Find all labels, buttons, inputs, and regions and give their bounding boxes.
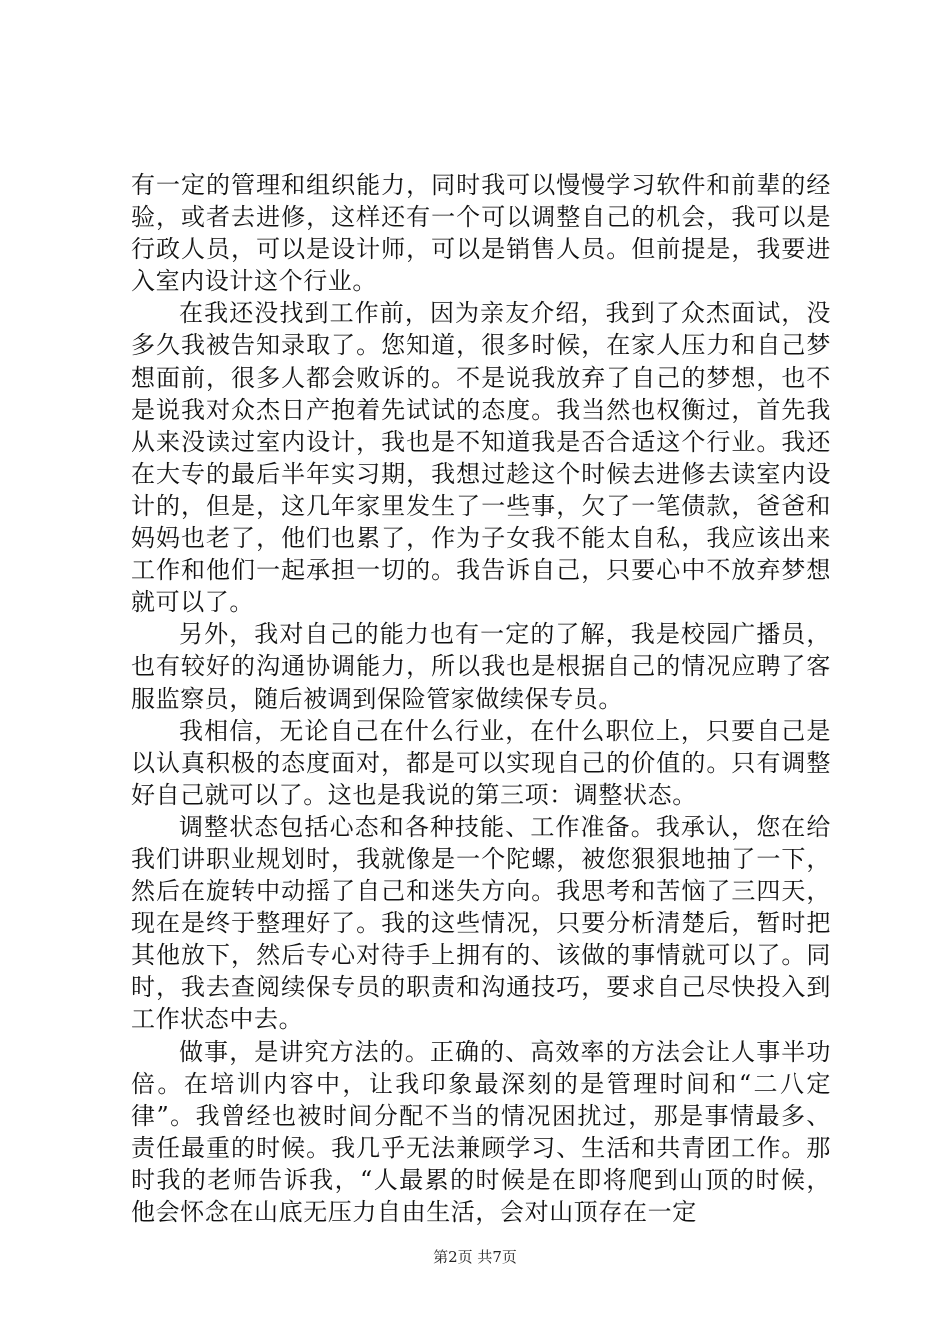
paragraph: 有一定的管理和组织能力，同时我可以慢慢学习软件和前辈的经验，或者去进修，这样还有一个可以调整自己的机会，我可以是行政人员，可以是设计师，可以是销售人员。但前提是，我要进入室内设计这个行业。 <box>131 171 831 296</box>
document-body <box>131 169 831 1228</box>
paragraph: 我相信，无论自己在什么行业，在什么职位上，只要自己是以认真积极的态度面对，都是可以实现自己的价值的。只有调整好自己就可以了。这也是我说的第三项：调整状态。 <box>131 716 831 809</box>
paragraph: 另外，我对自己的能力也有一定的了解，我是校园广播员，也有较好的沟通协调能力，所以我也是根据自己的情况应聘了客服监察员，随后被调到保险管家做续保专员。 <box>131 620 831 713</box>
paragraph: 在我还没找到工作前，因为亲友介绍，我到了众杰面试，没多久我被告知录取了。您知道，很多时候，在家人压力和自己梦想面前，很多人都会败诉的。不是说我放弃了自己的梦想，也不是说我对众杰日产抱着先试试的态度。我当然也权衡过，首先我从来没读过室内设计，我也是不知道我是否合适这个行业。我还在大专的最后半年实习期，我想过趁这个时候去进修去读室内设计的，但是，这几年家里发生了一些事，欠了一笔债款，爸爸和妈妈也老了，他们也累了，作为子女我不能太自私，我应该出来工作和他们一起承担一切的。我告诉自己，只要心中不放弃梦想就可以了。 <box>131 299 831 617</box>
page-number-footer: 第2页 共7页 <box>433 1248 517 1266</box>
paragraph: 做事，是讲究方法的。正确的、高效率的方法会让人事半功倍。在培训内容中，让我印象最深刻的是管理时间和“二八定律”。我曾经也被时间分配不当的情况困扰过，那是事情最多、责任最重的时候。我几乎无法兼顾学习、生活和共青团工作。那时我的老师告诉我，“人最累的时候是在即将爬到山顶的时候，他会怀念在山底无压力自由生活，会对山顶存在一定 <box>131 1037 831 1226</box>
paragraph: 调整状态包括心态和各种技能、工作准备。我承认，您在给我们讲职业规划时，我就像是一个陀螺，被您狠狠地抽了一下，然后在旋转中动摇了自己和迷失方向。我思考和苦恼了三四天，现在是终于整理好了。我的这些情况，只要分析清楚后，暂时把其他放下，然后专心对待手上拥有的、该做的事情就可以了。同时，我去查阅续保专员的职责和沟通技巧，要求自己尽快投入到工作状态中去。 <box>131 812 831 1034</box>
